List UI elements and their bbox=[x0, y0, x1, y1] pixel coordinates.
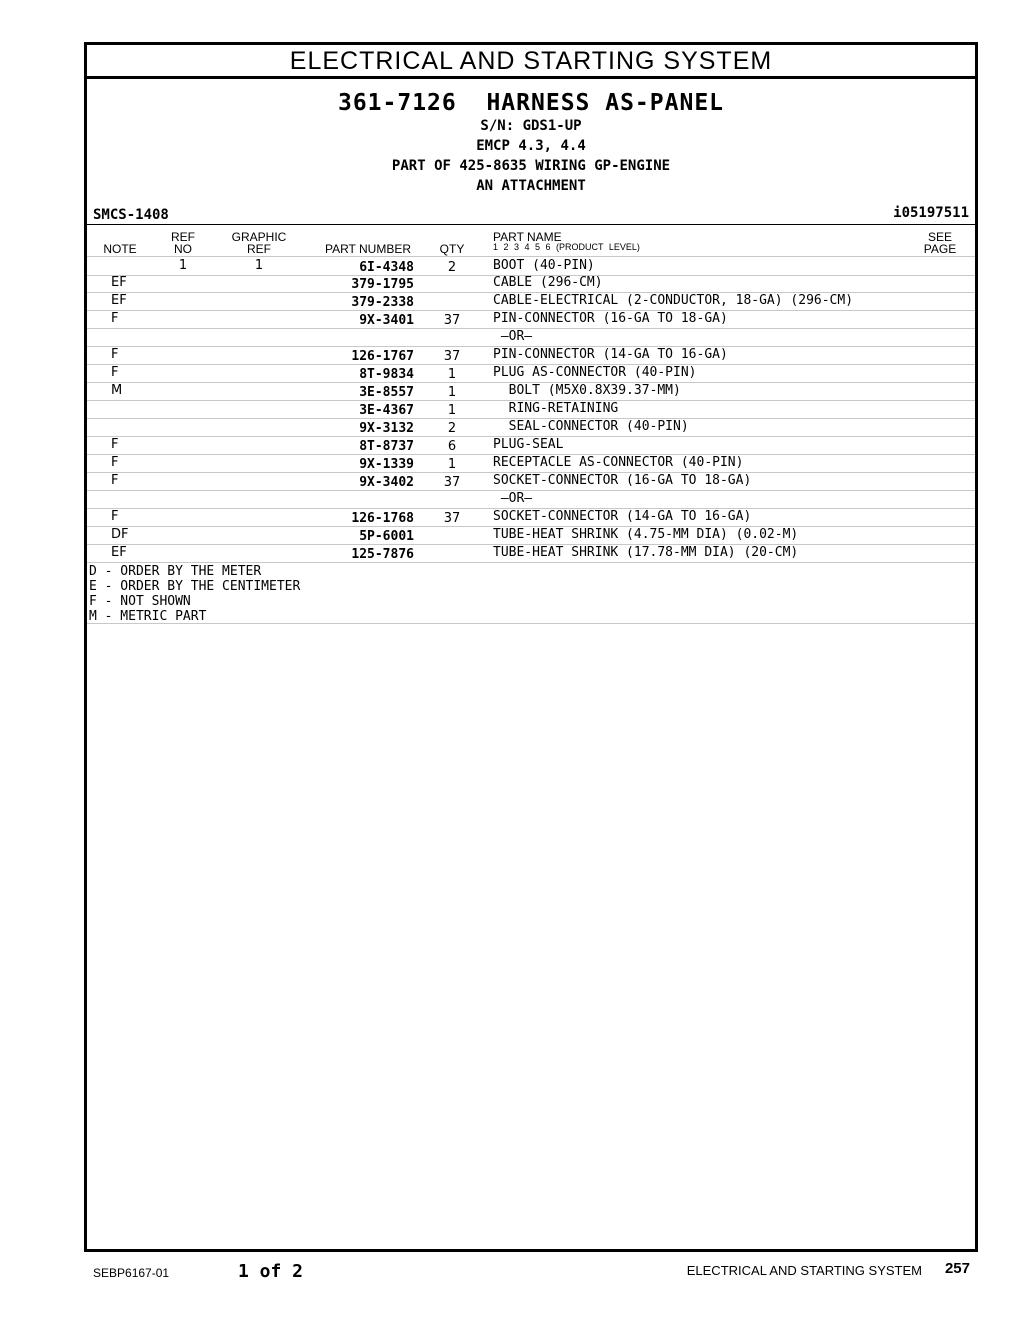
part-number-cell: 5P-6001 bbox=[359, 529, 414, 544]
part-number-cell: 9X-1339 bbox=[359, 457, 414, 472]
serial-range: S/N: GDS1-UP bbox=[480, 118, 582, 134]
qty-cell: 37 bbox=[443, 475, 461, 490]
part-name-cell: TUBE-HEAT SHRINK (17.78-MM DIA) (20-CM) bbox=[493, 545, 799, 560]
col-qty: QTY bbox=[439, 242, 465, 256]
qty-cell: 2 bbox=[447, 421, 457, 436]
table-row bbox=[87, 544, 975, 563]
table-row bbox=[87, 292, 975, 311]
group-title bbox=[87, 90, 975, 116]
note-e: E - ORDER BY THE CENTIMETER bbox=[89, 579, 301, 594]
part-number-cell: 126-1767 bbox=[351, 349, 414, 364]
note-cell: M bbox=[111, 383, 123, 398]
part-number-cell: 3E-4367 bbox=[359, 403, 414, 418]
table-row bbox=[87, 364, 975, 383]
part-name-cell: BOOT (40-PIN) bbox=[493, 258, 595, 273]
table-row bbox=[87, 310, 975, 329]
part-number-cell: 379-1795 bbox=[351, 277, 414, 292]
qty-cell: 1 bbox=[447, 403, 457, 418]
qty-cell: 1 bbox=[447, 457, 457, 472]
ref-cell: 1 bbox=[178, 258, 188, 273]
table-row bbox=[87, 256, 975, 276]
qty-cell: 6 bbox=[447, 439, 457, 454]
part-name-cell: PLUG AS-CONNECTOR (40-PIN) bbox=[493, 365, 697, 380]
note-cell: F bbox=[111, 509, 119, 524]
part-number-cell: 3E-8557 bbox=[359, 385, 414, 400]
part-name-cell: —OR— bbox=[493, 491, 533, 506]
part-number-cell: 125-7876 bbox=[351, 547, 414, 562]
smcs-code: SMCS-1408 bbox=[93, 207, 169, 223]
note-cell: DF bbox=[111, 527, 129, 542]
qty-cell: 1 bbox=[447, 367, 457, 382]
part-name-cell: —OR— bbox=[493, 329, 533, 344]
part-name-cell: SOCKET-CONNECTOR (14-GA TO 16-GA) bbox=[493, 509, 752, 524]
product-level: 1 2 3 4 5 6 (PRODUCT LEVEL) bbox=[493, 242, 640, 252]
group-name: HARNESS AS-PANEL bbox=[486, 90, 725, 116]
note-cell: F bbox=[111, 311, 119, 326]
part-number-cell: 8T-8737 bbox=[359, 439, 414, 454]
qty-cell: 2 bbox=[447, 260, 457, 275]
part-name-cell: PIN-CONNECTOR (16-GA TO 18-GA) bbox=[493, 311, 728, 326]
note-cell: F bbox=[111, 473, 119, 488]
col-graphic: GRAPHIC REF bbox=[231, 230, 287, 256]
header-divider bbox=[87, 224, 975, 225]
part-number-cell: 9X-3402 bbox=[359, 475, 414, 490]
part-number-cell: 6I-4348 bbox=[359, 260, 414, 275]
col-part-number: PART NUMBER bbox=[324, 242, 411, 256]
part-number-cell: 126-1768 bbox=[351, 511, 414, 526]
part-number-cell: 9X-3401 bbox=[359, 313, 414, 328]
part-name-cell: RECEPTACLE AS-CONNECTOR (40-PIN) bbox=[493, 455, 744, 470]
qty-cell: 37 bbox=[443, 511, 461, 526]
table-row bbox=[87, 454, 975, 473]
part-name-cell: CABLE (296-CM) bbox=[493, 275, 603, 290]
note-cell: EF bbox=[111, 275, 127, 290]
table-row bbox=[87, 472, 975, 491]
table-row bbox=[87, 346, 975, 365]
note-cell: EF bbox=[111, 545, 127, 560]
notes-divider bbox=[87, 623, 975, 624]
table-row bbox=[87, 418, 975, 437]
table-row bbox=[87, 274, 975, 293]
part-name-cell: PIN-CONNECTOR (14-GA TO 16-GA) bbox=[493, 347, 728, 362]
part-number-cell: 8T-9834 bbox=[359, 367, 414, 382]
document-id: SEBP6167-01 bbox=[93, 1266, 170, 1280]
table-row bbox=[87, 400, 975, 419]
col-note: NOTE bbox=[103, 242, 137, 256]
note-cell: F bbox=[111, 365, 119, 380]
part-name-cell: RING-RETAINING bbox=[493, 401, 619, 416]
col-see-page: SEE PAGE bbox=[923, 230, 957, 256]
table-row bbox=[87, 328, 975, 347]
attachment-line: AN ATTACHMENT bbox=[476, 178, 586, 194]
part-name-cell: PLUG-SEAL bbox=[493, 437, 564, 452]
qty-cell: 37 bbox=[443, 313, 461, 328]
table-row bbox=[87, 508, 975, 527]
col-part-name: PART NAME bbox=[493, 230, 562, 244]
page-number: 257 bbox=[944, 1260, 970, 1277]
part-name-cell: TUBE-HEAT SHRINK (4.75-MM DIA) (0.02-M) bbox=[493, 527, 799, 542]
part-name-cell: SEAL-CONNECTOR (40-PIN) bbox=[493, 419, 689, 434]
qty-cell: 1 bbox=[447, 385, 457, 400]
table-row bbox=[87, 490, 975, 509]
footer-section: ELECTRICAL AND STARTING SYSTEM bbox=[686, 1263, 922, 1278]
table-row bbox=[87, 526, 975, 545]
page-of: 1 of 2 bbox=[238, 1261, 304, 1282]
illustration-id: i05197511 bbox=[893, 205, 969, 221]
note-cell: EF bbox=[111, 293, 127, 308]
note-cell: F bbox=[111, 437, 119, 452]
note-m: M - METRIC PART bbox=[89, 609, 207, 624]
table-row bbox=[87, 382, 975, 401]
part-name-cell: SOCKET-CONNECTOR (16-GA TO 18-GA) bbox=[493, 473, 752, 488]
graphic-cell: 1 bbox=[254, 258, 264, 273]
col-ref: REF NO bbox=[171, 230, 195, 256]
system-title: ELECTRICAL AND STARTING SYSTEM bbox=[87, 45, 975, 79]
notes-legend bbox=[89, 564, 300, 624]
qty-cell: 37 bbox=[443, 349, 461, 364]
part-name-cell: BOLT (M5X0.8X39.37-MM) bbox=[493, 383, 681, 398]
part-name-cell: CABLE-ELECTRICAL (2-CONDUCTOR, 18-GA) (296-CM) bbox=[493, 293, 854, 308]
group-number: 361-7126 bbox=[337, 90, 457, 116]
table-row bbox=[87, 436, 975, 455]
page-frame bbox=[84, 42, 978, 1252]
note-d: D - ORDER BY THE METER bbox=[89, 564, 262, 579]
part-number-cell: 9X-3132 bbox=[359, 421, 414, 436]
part-of-line: PART OF 425-8635 WIRING GP-ENGINE bbox=[391, 158, 671, 174]
note-cell: F bbox=[111, 455, 119, 470]
note-f: F - NOT SHOWN bbox=[89, 594, 191, 609]
part-number-cell: 379-2338 bbox=[351, 295, 414, 310]
model-line: EMCP 4.3, 4.4 bbox=[476, 138, 586, 154]
note-cell: F bbox=[111, 347, 119, 362]
